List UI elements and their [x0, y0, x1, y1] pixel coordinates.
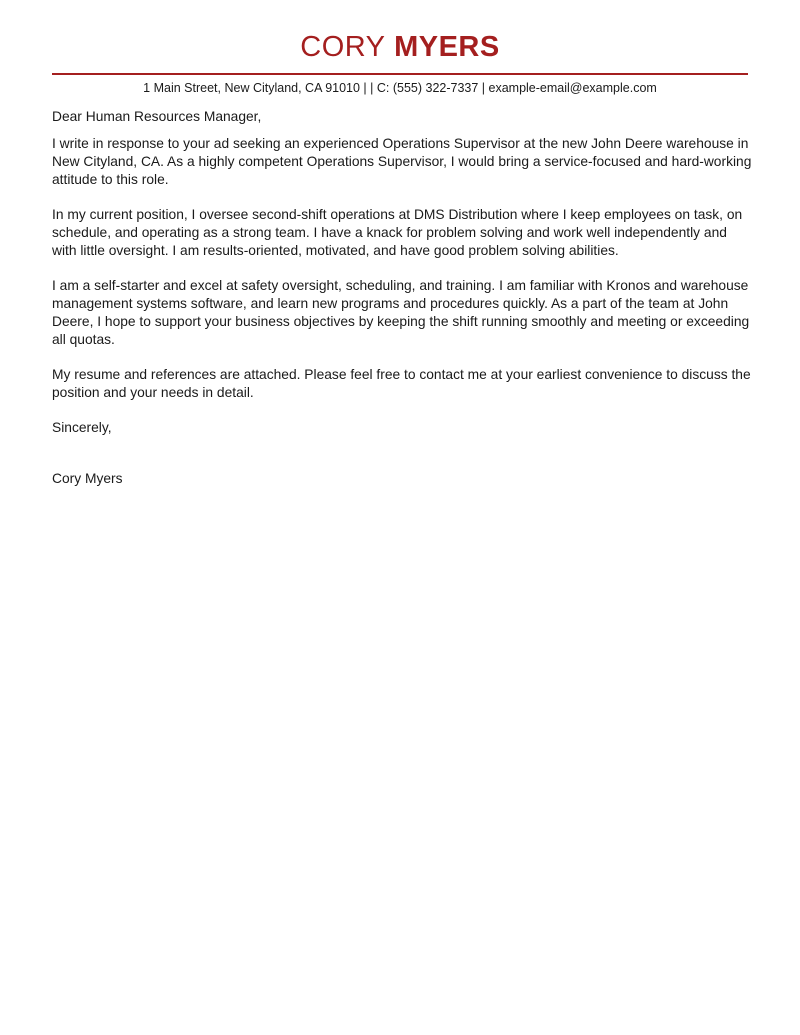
letter-header — [52, 30, 748, 64]
salutation: Dear Human Resources Manager, — [52, 109, 262, 124]
header-divider — [52, 73, 748, 75]
applicant-last-name: MYERS — [394, 31, 500, 63]
paragraph-intro: I write in response to your ad seeking an experienced Operations Supervisor at the new John Deere warehouse in New Cityland, CA. As a highly competent Operations Supervisor, I would bring a service-focused and hard-working attitude to this role. — [52, 136, 752, 187]
signature: Cory Myers — [52, 471, 123, 486]
letter-body — [52, 108, 752, 505]
paragraph-closing-request: My resume and references are attached. Please feel free to contact me at your earliest convenience to discuss the position and your needs in detail. — [52, 367, 751, 400]
paragraph-current-position: In my current position, I oversee second-shift operations at DMS Distribution where I keep employees on task, on schedule, and operating as a strong team. I have a knack for problem solving and work well independently and with little oversight. I am results-oriented, motivated, and have good problem solving abilities. — [52, 207, 743, 258]
applicant-name — [52, 30, 748, 64]
paragraph-skills: I am a self-starter and excel at safety oversight, scheduling, and training. I am familiar with Kronos and warehouse management systems software, and learn new programs and procedures quickly. As a part of the team at John Deere, I hope to support your business objectives by keeping the shift running smoothly and meeting or exceeding all quotas. — [52, 278, 750, 347]
contact-line: 1 Main Street, New Cityland, CA 91010 | | C: (555) 322-7337 | example-email@example.com — [143, 81, 657, 95]
closing: Sincerely, — [52, 420, 112, 435]
applicant-first-name: CORY — [300, 31, 386, 63]
